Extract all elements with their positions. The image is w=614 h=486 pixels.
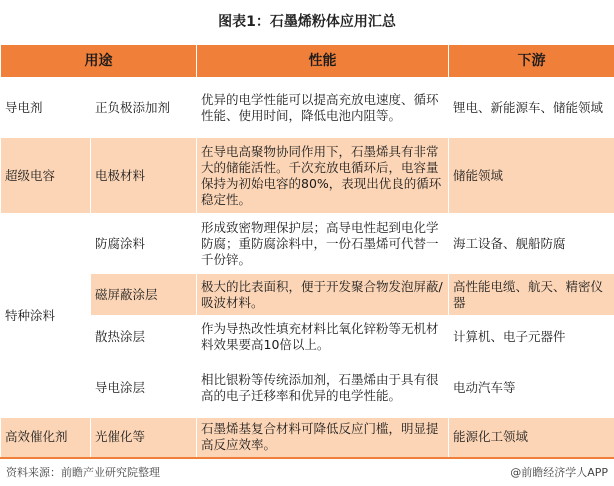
sub-use-cell: 防腐涂料: [91, 214, 197, 274]
sub-use-cell: 光催化等: [91, 418, 197, 458]
category-cell: 超级电容: [1, 138, 91, 214]
performance-cell: 相比银粉等传统添加剂，石墨烯由于具有很高的电子迁移率和优异的电学性能。: [197, 358, 449, 418]
graphene-application-table: [0, 44, 614, 459]
header-performance: 性能: [197, 45, 449, 78]
performance-cell: 石墨烯基复合材料可降低反应门槛，明显提高反应效率。: [197, 418, 449, 458]
downstream-cell: 锂电、新能源车、储能领域: [449, 78, 614, 138]
performance-cell: 极大的比表面积，便于开发聚合物发泡屏蔽/吸波材料。: [197, 274, 449, 316]
table-row: [1, 358, 614, 418]
sub-use-cell: 磁屏蔽涂层: [91, 274, 197, 316]
source-note: 资料来源：前瞻产业研究院整理: [6, 466, 160, 479]
header-downstream: 下游: [449, 45, 614, 78]
header-use: 用途: [1, 45, 197, 78]
footer: [0, 458, 614, 486]
performance-cell: 作为导热改性填充材料比氧化锌粉等无机材料效果要高10倍以上。: [197, 316, 449, 358]
downstream-cell: 海工设备、舰船防腐: [449, 214, 614, 274]
sub-use-cell: 导电涂层: [91, 358, 197, 418]
table-row: [1, 316, 614, 358]
category-cell: 特种涂料: [1, 214, 91, 418]
table-header-row: [1, 45, 614, 78]
category-cell: 导电剂: [1, 78, 91, 138]
downstream-cell: 高性能电缆、航天、精密仪器: [449, 274, 614, 316]
table-row: [1, 418, 614, 458]
performance-cell: 形成致密物理保护层；高导电性起到电化学防腐；重防腐涂料中，一份石墨烯可代替一千份锌。: [197, 214, 449, 274]
sub-use-cell: 正负极添加剂: [91, 78, 197, 138]
downstream-cell: 电动汽车等: [449, 358, 614, 418]
brand-logo: @前瞻经济学人APP: [510, 466, 608, 479]
downstream-cell: 储能领域: [449, 138, 614, 214]
chart-title: 图表1：石墨烯粉体应用汇总: [218, 14, 396, 30]
downstream-cell: 能源化工领域: [449, 418, 614, 458]
sub-use-cell: 电极材料: [91, 138, 197, 214]
performance-cell: 在导电高聚物协同作用下，石墨烯具有非常大的储能活性。千次充放电循环后，电容量保持为初始电容的80%，表现出优良的循环稳定性。: [197, 138, 449, 214]
table-row: [1, 274, 614, 316]
sub-use-cell: 散热涂层: [91, 316, 197, 358]
table-row: [1, 138, 614, 214]
performance-cell: 优异的电学性能可以提高充放电速度、循环性能、使用时间，降低电池内阻等。: [197, 78, 449, 138]
category-cell: 高效催化剂: [1, 418, 91, 458]
downstream-cell: 计算机、电子元器件: [449, 316, 614, 358]
table-row: [1, 214, 614, 274]
table-row: [1, 78, 614, 138]
